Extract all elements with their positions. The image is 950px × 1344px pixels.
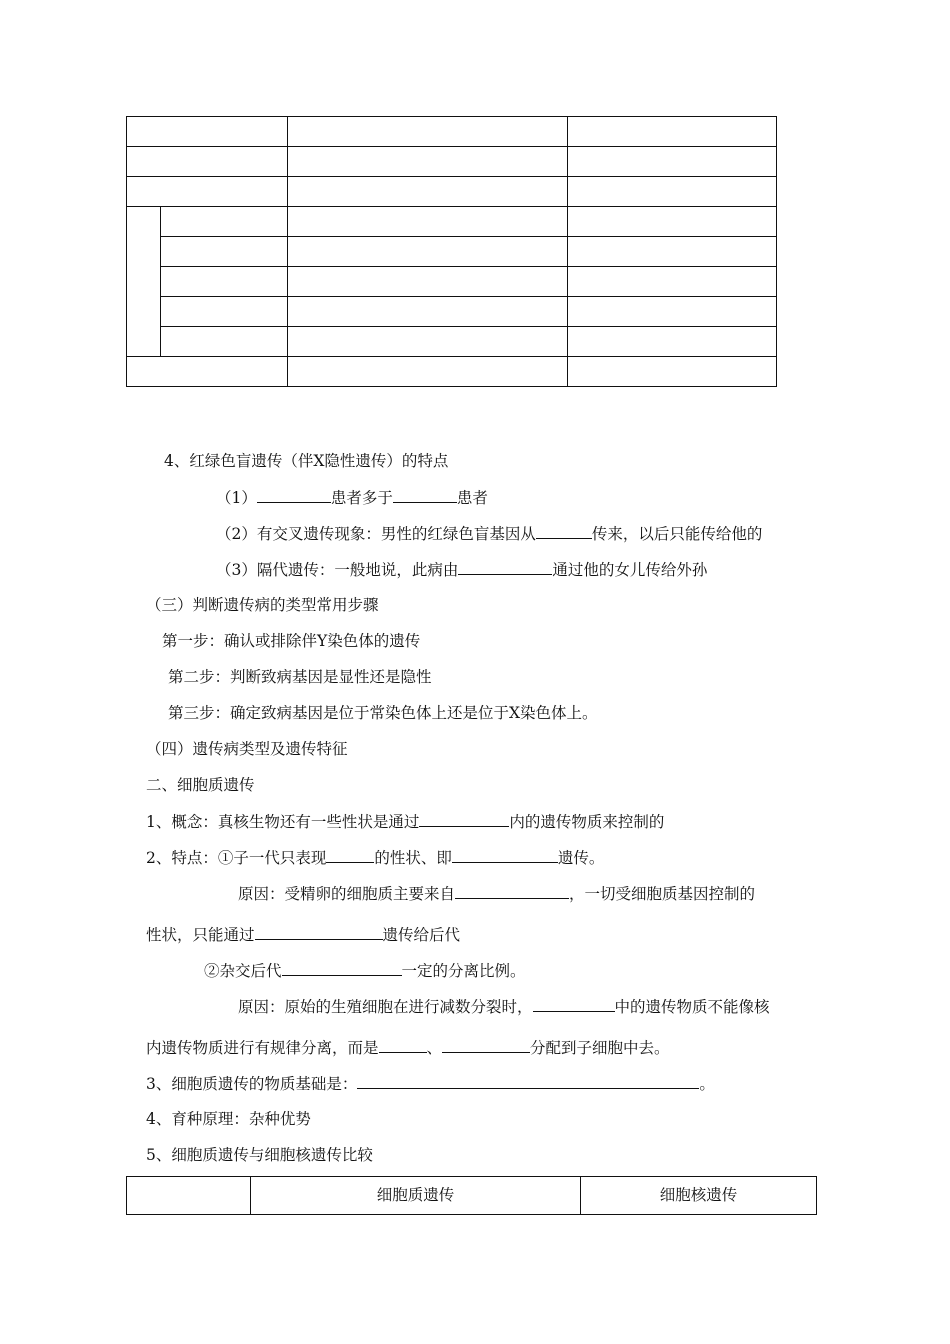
table-cell (161, 327, 288, 357)
table-cell (161, 207, 288, 237)
comparison-header-cytoplasm: 细胞质遗传 (251, 1177, 581, 1215)
answer-blank[interactable] (533, 996, 615, 1012)
basis-line (146, 1073, 715, 1094)
table-cell (288, 267, 568, 297)
table-cell (127, 177, 288, 207)
cytoplasm-heading: 二、细胞质遗传 (146, 776, 255, 794)
colorblind-item-1 (216, 487, 488, 508)
feature2-suffix: 一定的分离比例。 (401, 962, 526, 980)
answer-blank[interactable] (357, 1073, 699, 1089)
steps-heading: （三）判断遗传病的类型常用步骤 (146, 596, 379, 614)
table-cell (568, 357, 777, 387)
item1-prefix: （1） (216, 489, 257, 507)
reason1-suffix: ，一切受细胞质基因控制的 (569, 885, 756, 903)
answer-blank[interactable] (458, 559, 552, 575)
reason-1-line-1 (238, 883, 755, 904)
table-cell (161, 267, 288, 297)
colorblind-item-3 (216, 559, 707, 580)
table-cell (568, 237, 777, 267)
feature2-prefix: ②杂交后代 (204, 962, 282, 980)
table-cell (288, 207, 568, 237)
table-cell (568, 117, 777, 147)
item3-prefix: （3）隔代遗传：一般地说，此病由 (216, 561, 459, 579)
comparison-header-nucleus: 细胞核遗传 (581, 1177, 817, 1215)
table-cell (288, 177, 568, 207)
concept-prefix: 1、概念：真核生物还有一些性状是通过 (146, 813, 420, 831)
answer-blank[interactable] (282, 960, 402, 976)
item2-suffix: 传来，以后只能传给他的 (591, 525, 763, 543)
reason2b-mid: 、 (426, 1039, 443, 1057)
feature1-mid: 的性状、即 (374, 849, 452, 867)
answer-blank[interactable] (455, 883, 569, 899)
reason-2-line-2 (146, 1037, 670, 1058)
feature1-prefix: 2、特点：①子一代只表现 (146, 849, 327, 867)
colorblind-heading: 4、红绿色盲遗传（伴X隐性遗传）的特点 (164, 452, 449, 470)
table-cell (288, 237, 568, 267)
table-cell (288, 327, 568, 357)
answer-blank[interactable] (379, 1037, 427, 1053)
table-cell (568, 267, 777, 297)
concept-line (146, 811, 664, 832)
item1-mid: 患者多于 (330, 489, 393, 507)
answer-blank[interactable] (257, 487, 331, 503)
answer-blank[interactable] (419, 811, 509, 827)
colorblind-item-2 (216, 523, 762, 544)
item1-suffix: 患者 (456, 489, 488, 507)
table-cell (568, 177, 777, 207)
reason1-prefix: 原因：受精卵的细胞质主要来自 (238, 885, 456, 903)
table-cell (568, 207, 777, 237)
table-cell (161, 297, 288, 327)
basis-suffix: 。 (699, 1075, 715, 1093)
table-cell (288, 147, 568, 177)
step-1: 第一步：确认或排除伴Y染色体的遗传 (162, 632, 421, 650)
answer-blank[interactable] (255, 924, 383, 940)
table-cell (568, 147, 777, 177)
table-cell-merged (127, 207, 161, 357)
reason-2-line-1 (238, 996, 770, 1017)
concept-suffix: 内的遗传物质来控制的 (509, 813, 665, 831)
table-cell (288, 297, 568, 327)
reason1b-suffix: 遗传给后代 (382, 926, 461, 944)
table-cell (568, 297, 777, 327)
basis-prefix: 3、细胞质遗传的物质基础是： (146, 1075, 358, 1093)
feature1-suffix: 遗传。 (557, 849, 605, 867)
table-cell (568, 327, 777, 357)
reason2b-suffix: 分配到子细胞中去。 (530, 1039, 670, 1057)
reason-1-line-2 (146, 924, 460, 945)
table-cell (288, 117, 568, 147)
answer-blank[interactable] (536, 523, 592, 539)
answer-blank[interactable] (393, 487, 457, 503)
table-cell (127, 147, 288, 177)
table-cell (161, 237, 288, 267)
comparison-table (126, 1176, 817, 1215)
compare-heading: 5、细胞质遗传与细胞核遗传比较 (146, 1146, 373, 1164)
answer-blank[interactable] (326, 847, 374, 863)
comparison-header-blank (127, 1177, 251, 1215)
table-cell (288, 357, 568, 387)
reason2-prefix: 原因：原始的生殖细胞在进行减数分裂时， (238, 998, 533, 1016)
feature-1-line (146, 847, 604, 868)
step-2: 第二步：判断致病基因是显性还是隐性 (168, 668, 432, 686)
answer-blank[interactable] (442, 1037, 530, 1053)
reason2-suffix: 中的遗传物质不能像核 (614, 998, 770, 1016)
feature-2-line (204, 960, 526, 981)
types-heading: （四）遗传病类型及遗传特征 (146, 740, 348, 758)
item2-prefix: （2）有交叉遗传现象：男性的红绿色盲基因从 (216, 525, 536, 543)
table-cell (127, 117, 288, 147)
step-3: 第三步：确定致病基因是位于常染色体上还是位于X染色体上。 (168, 704, 598, 722)
reason1b-prefix: 性状，只能通过 (146, 926, 255, 944)
answer-blank[interactable] (452, 847, 558, 863)
reason2b-prefix: 内遗传物质进行有规律分离，而是 (146, 1039, 379, 1057)
breeding-line: 4、育种原理：杂种优势 (146, 1110, 311, 1128)
top-table (126, 116, 777, 387)
table-cell (127, 357, 288, 387)
item3-suffix: 通过他的女儿传给外孙 (552, 561, 708, 579)
